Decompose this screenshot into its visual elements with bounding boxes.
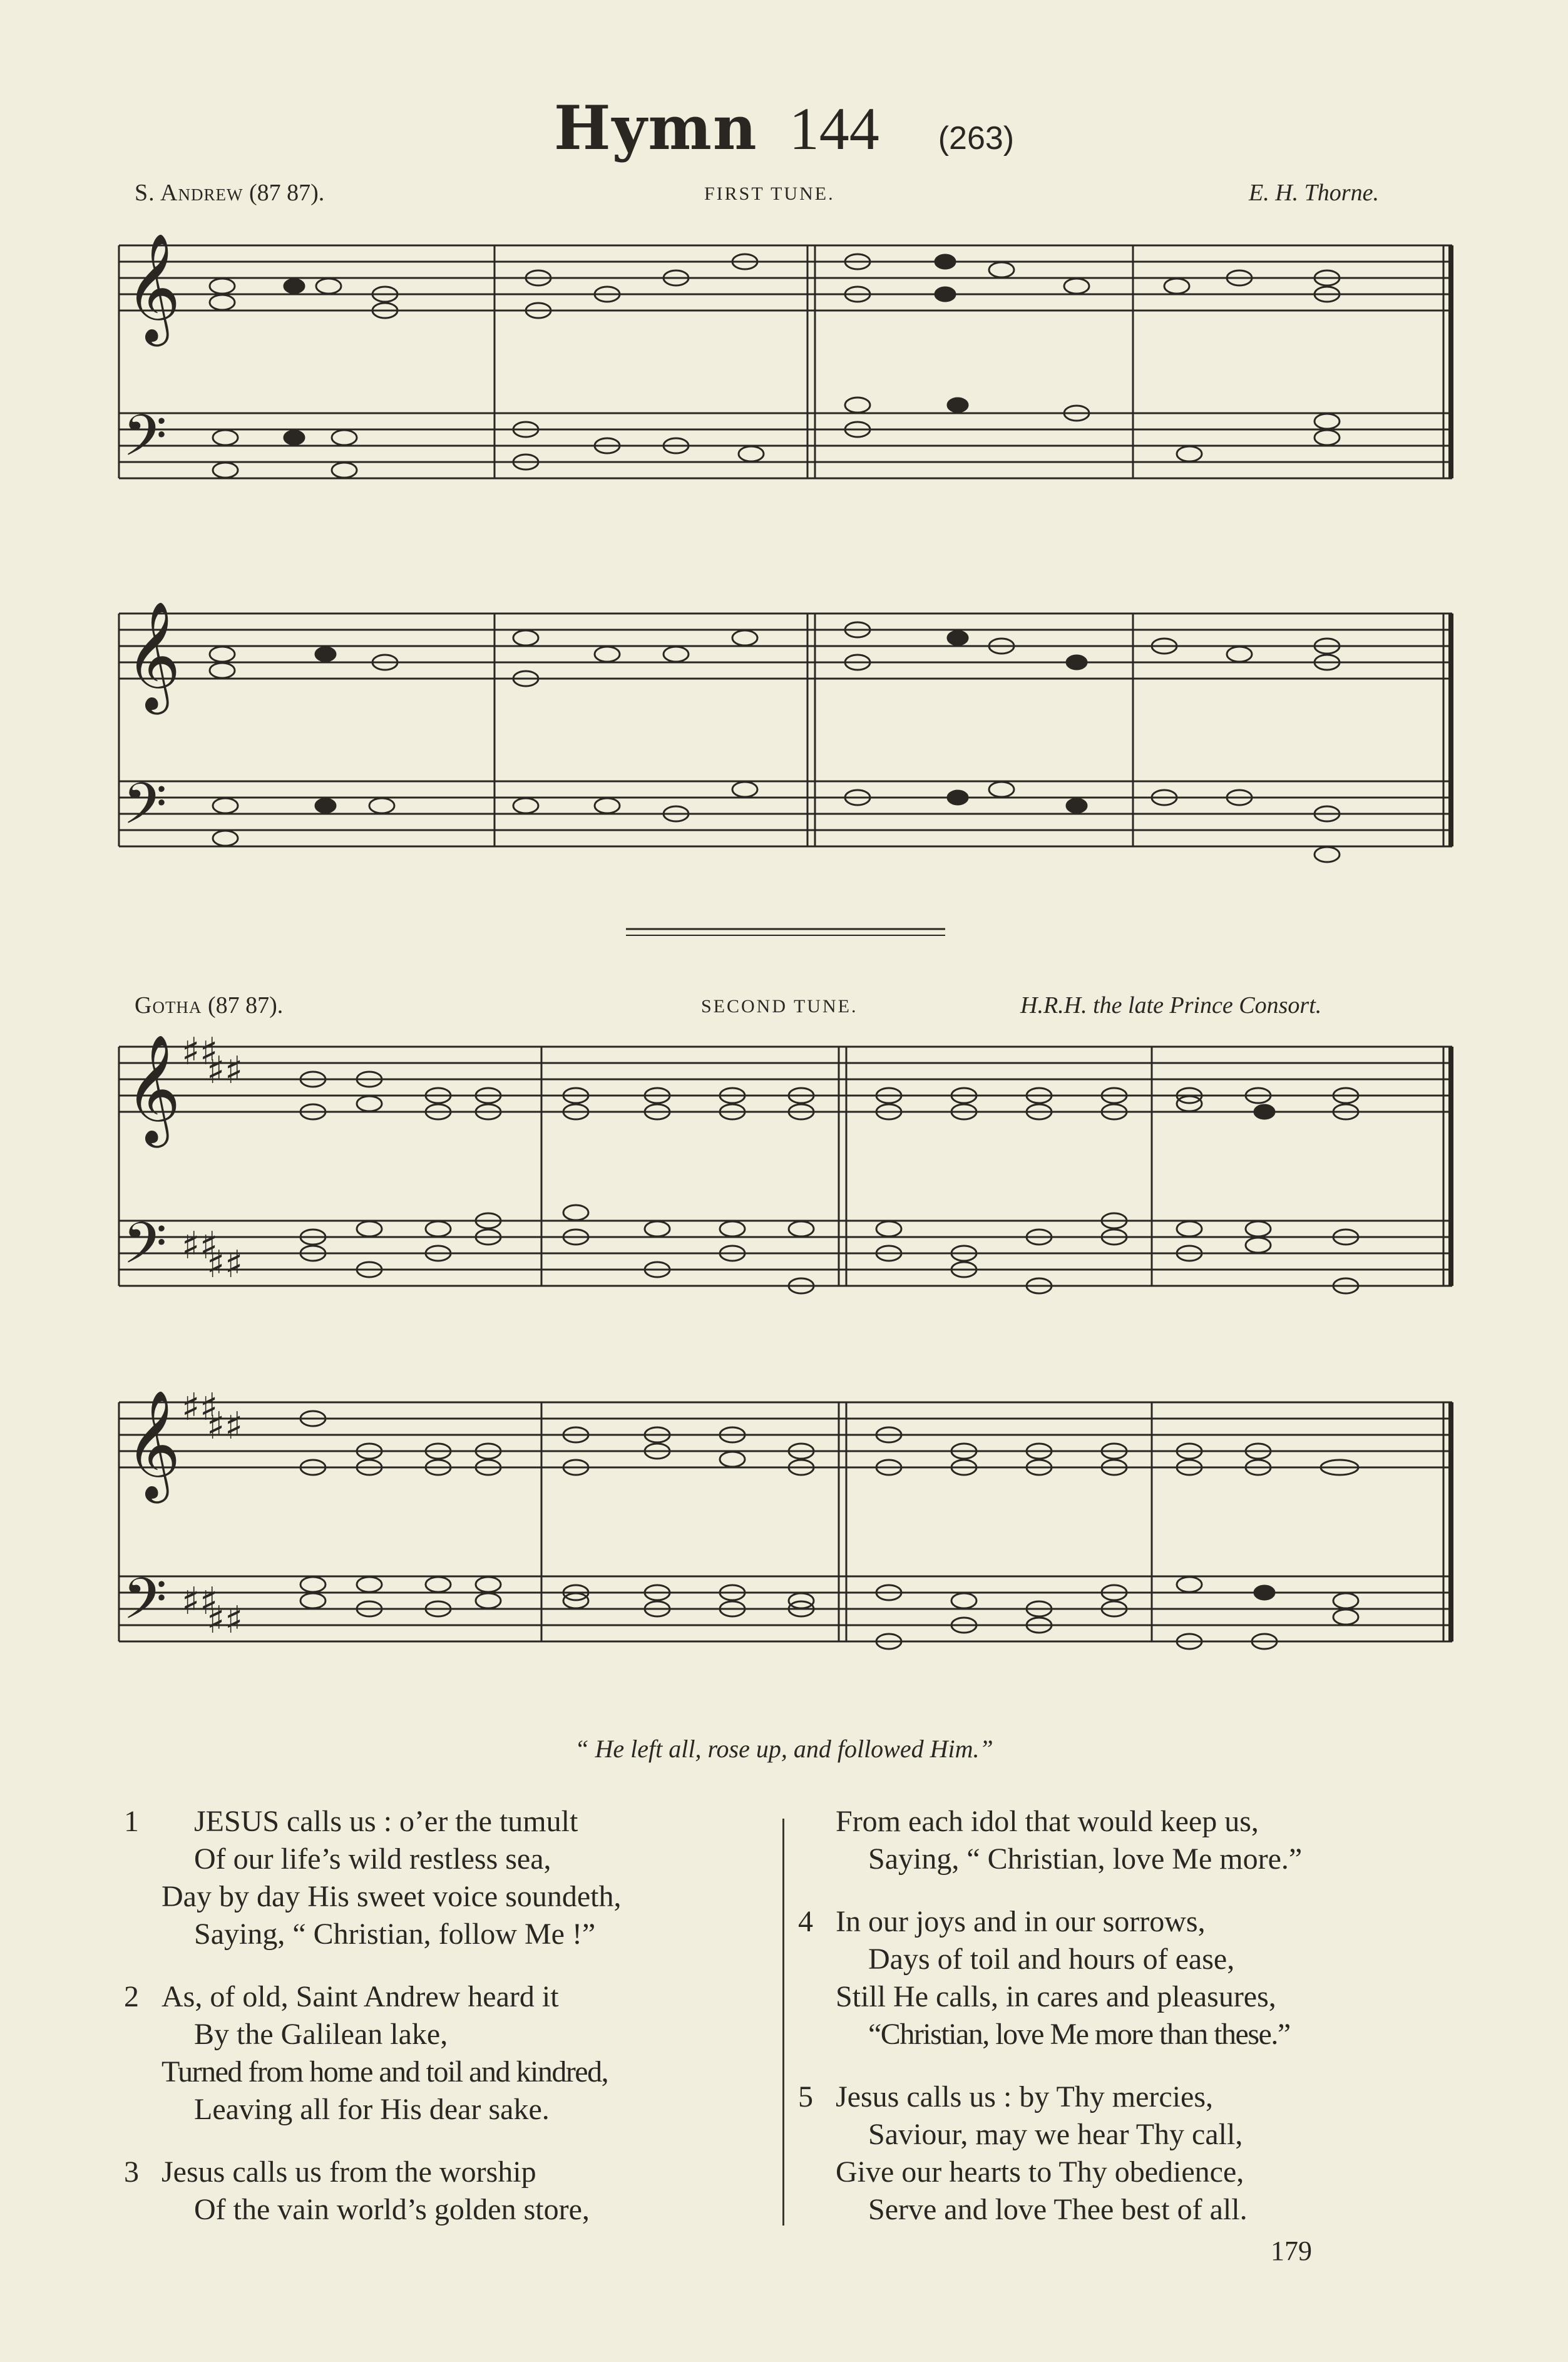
tune-1-composer: E. H. Thorne. — [1249, 180, 1379, 206]
verse-5 — [798, 2078, 1462, 2229]
tune-2-label: SECOND TUNE. — [701, 996, 858, 1017]
notes — [210, 254, 1340, 862]
sharp-icon: ♯♯ — [182, 1224, 218, 1268]
verse-number: 3 — [124, 2155, 139, 2189]
verse-line: Saviour, may we hear Thy call, — [868, 2118, 1243, 2151]
hymn-number: 144 — [789, 95, 879, 162]
tune-2-composer: H.R.H. the late Prince Consort. — [1020, 992, 1322, 1019]
notes — [300, 1072, 1358, 1649]
verse-line: Of our life’s wild restless sea, — [194, 1842, 551, 1876]
page-number: 179 — [1271, 2236, 1312, 2266]
section-divider — [626, 927, 945, 939]
sharp-icon: ♯♯ — [207, 1404, 243, 1448]
verse-number: 2 — [124, 1980, 139, 2013]
treble-clef-icon: 𝄞 — [125, 601, 181, 710]
treble-clef-icon: 𝄞 — [125, 1034, 181, 1143]
verse-line: Serve and love Thee best of all. — [868, 2193, 1248, 2226]
verse-line: JESUS calls us : o’er the tumult — [194, 1805, 578, 1838]
sharp-icon: ♯♯ — [182, 1033, 218, 1074]
bass-clef-icon: 𝄢 — [123, 403, 167, 483]
verse-line: As, of old, Saint Andrew heard it — [161, 1980, 559, 2013]
verse-1 — [124, 1803, 781, 1953]
tune-1-title: S. Andrew — [135, 180, 243, 206]
tune-2-meter: (87 87). — [207, 992, 284, 1019]
tune-1-name — [135, 178, 324, 207]
verse-line: Leaving all for His dear sake. — [194, 2093, 550, 2126]
verse-line: Days of toil and hours of ease, — [868, 1943, 1235, 1976]
verse-line: By the Galilean lake, — [194, 2018, 448, 2051]
column-divider — [782, 1819, 784, 2226]
alternate-number: (263) — [938, 120, 1015, 157]
verse-line: Of the vain world’s golden store, — [194, 2193, 590, 2226]
epigraph: “ He left all, rose up, and followed Him.” — [575, 1735, 993, 1763]
verse-number: 4 — [798, 1905, 813, 1938]
tune-1-meter: (87 87). — [249, 180, 325, 206]
verse-3 — [124, 2154, 781, 2229]
verse-line: “Christian, love Me more than these.” — [868, 2018, 1290, 2051]
sharp-icon: ♯♯ — [207, 1049, 243, 1092]
verse-line: Still He calls, in cares and pleasures, — [836, 1980, 1276, 2013]
treble-clef-icon: 𝄞 — [125, 1390, 181, 1499]
verse-2 — [124, 1978, 781, 2128]
hymn-title — [0, 94, 1568, 173]
sharp-icon: ♯♯ — [207, 1598, 243, 1642]
tune-2-score — [113, 1033, 1458, 1697]
bass-clef-icon: 𝄢 — [123, 1210, 167, 1290]
sharp-icon: ♯♯ — [207, 1243, 243, 1286]
verse-number: 1 — [124, 1805, 139, 1838]
verse-line: Saying, “ Christian, follow Me !” — [194, 1918, 596, 1951]
verse-line: Jesus calls us : by Thy mercies, — [836, 2080, 1214, 2113]
tune-2-title: Gotha — [135, 992, 202, 1019]
verse-line: Jesus calls us from the worship — [161, 2155, 536, 2189]
tune-1-score — [113, 232, 1458, 886]
sharp-icon: ♯♯ — [182, 1385, 218, 1429]
bass-clef-icon: 𝄢 — [123, 771, 167, 851]
treble-clef-icon: 𝄞 — [125, 233, 181, 342]
tune-2-name — [135, 991, 283, 1020]
verse-line: From each idol that would keep us, — [836, 1805, 1259, 1838]
verse-number: 5 — [798, 2080, 813, 2113]
bass-clef-icon: 𝄢 — [123, 1566, 167, 1646]
verse-3-continued — [798, 1803, 1462, 1878]
verse-line: Day by day His sweet voice soundeth, — [161, 1880, 622, 1913]
tune-1-label: FIRST TUNE. — [704, 183, 835, 204]
hymn-word: Hymn — [553, 93, 758, 163]
verse-4 — [798, 1903, 1462, 2053]
verse-line: Turned from home and toil and kindred, — [161, 2055, 608, 2088]
verse-line: In our joys and in our sorrows, — [836, 1905, 1206, 1938]
verse-line: Give our hearts to Thy obedience, — [836, 2155, 1244, 2189]
sharp-icon: ♯♯ — [182, 1579, 218, 1623]
verse-line: Saying, “ Christian, love Me more.” — [868, 1842, 1303, 1876]
